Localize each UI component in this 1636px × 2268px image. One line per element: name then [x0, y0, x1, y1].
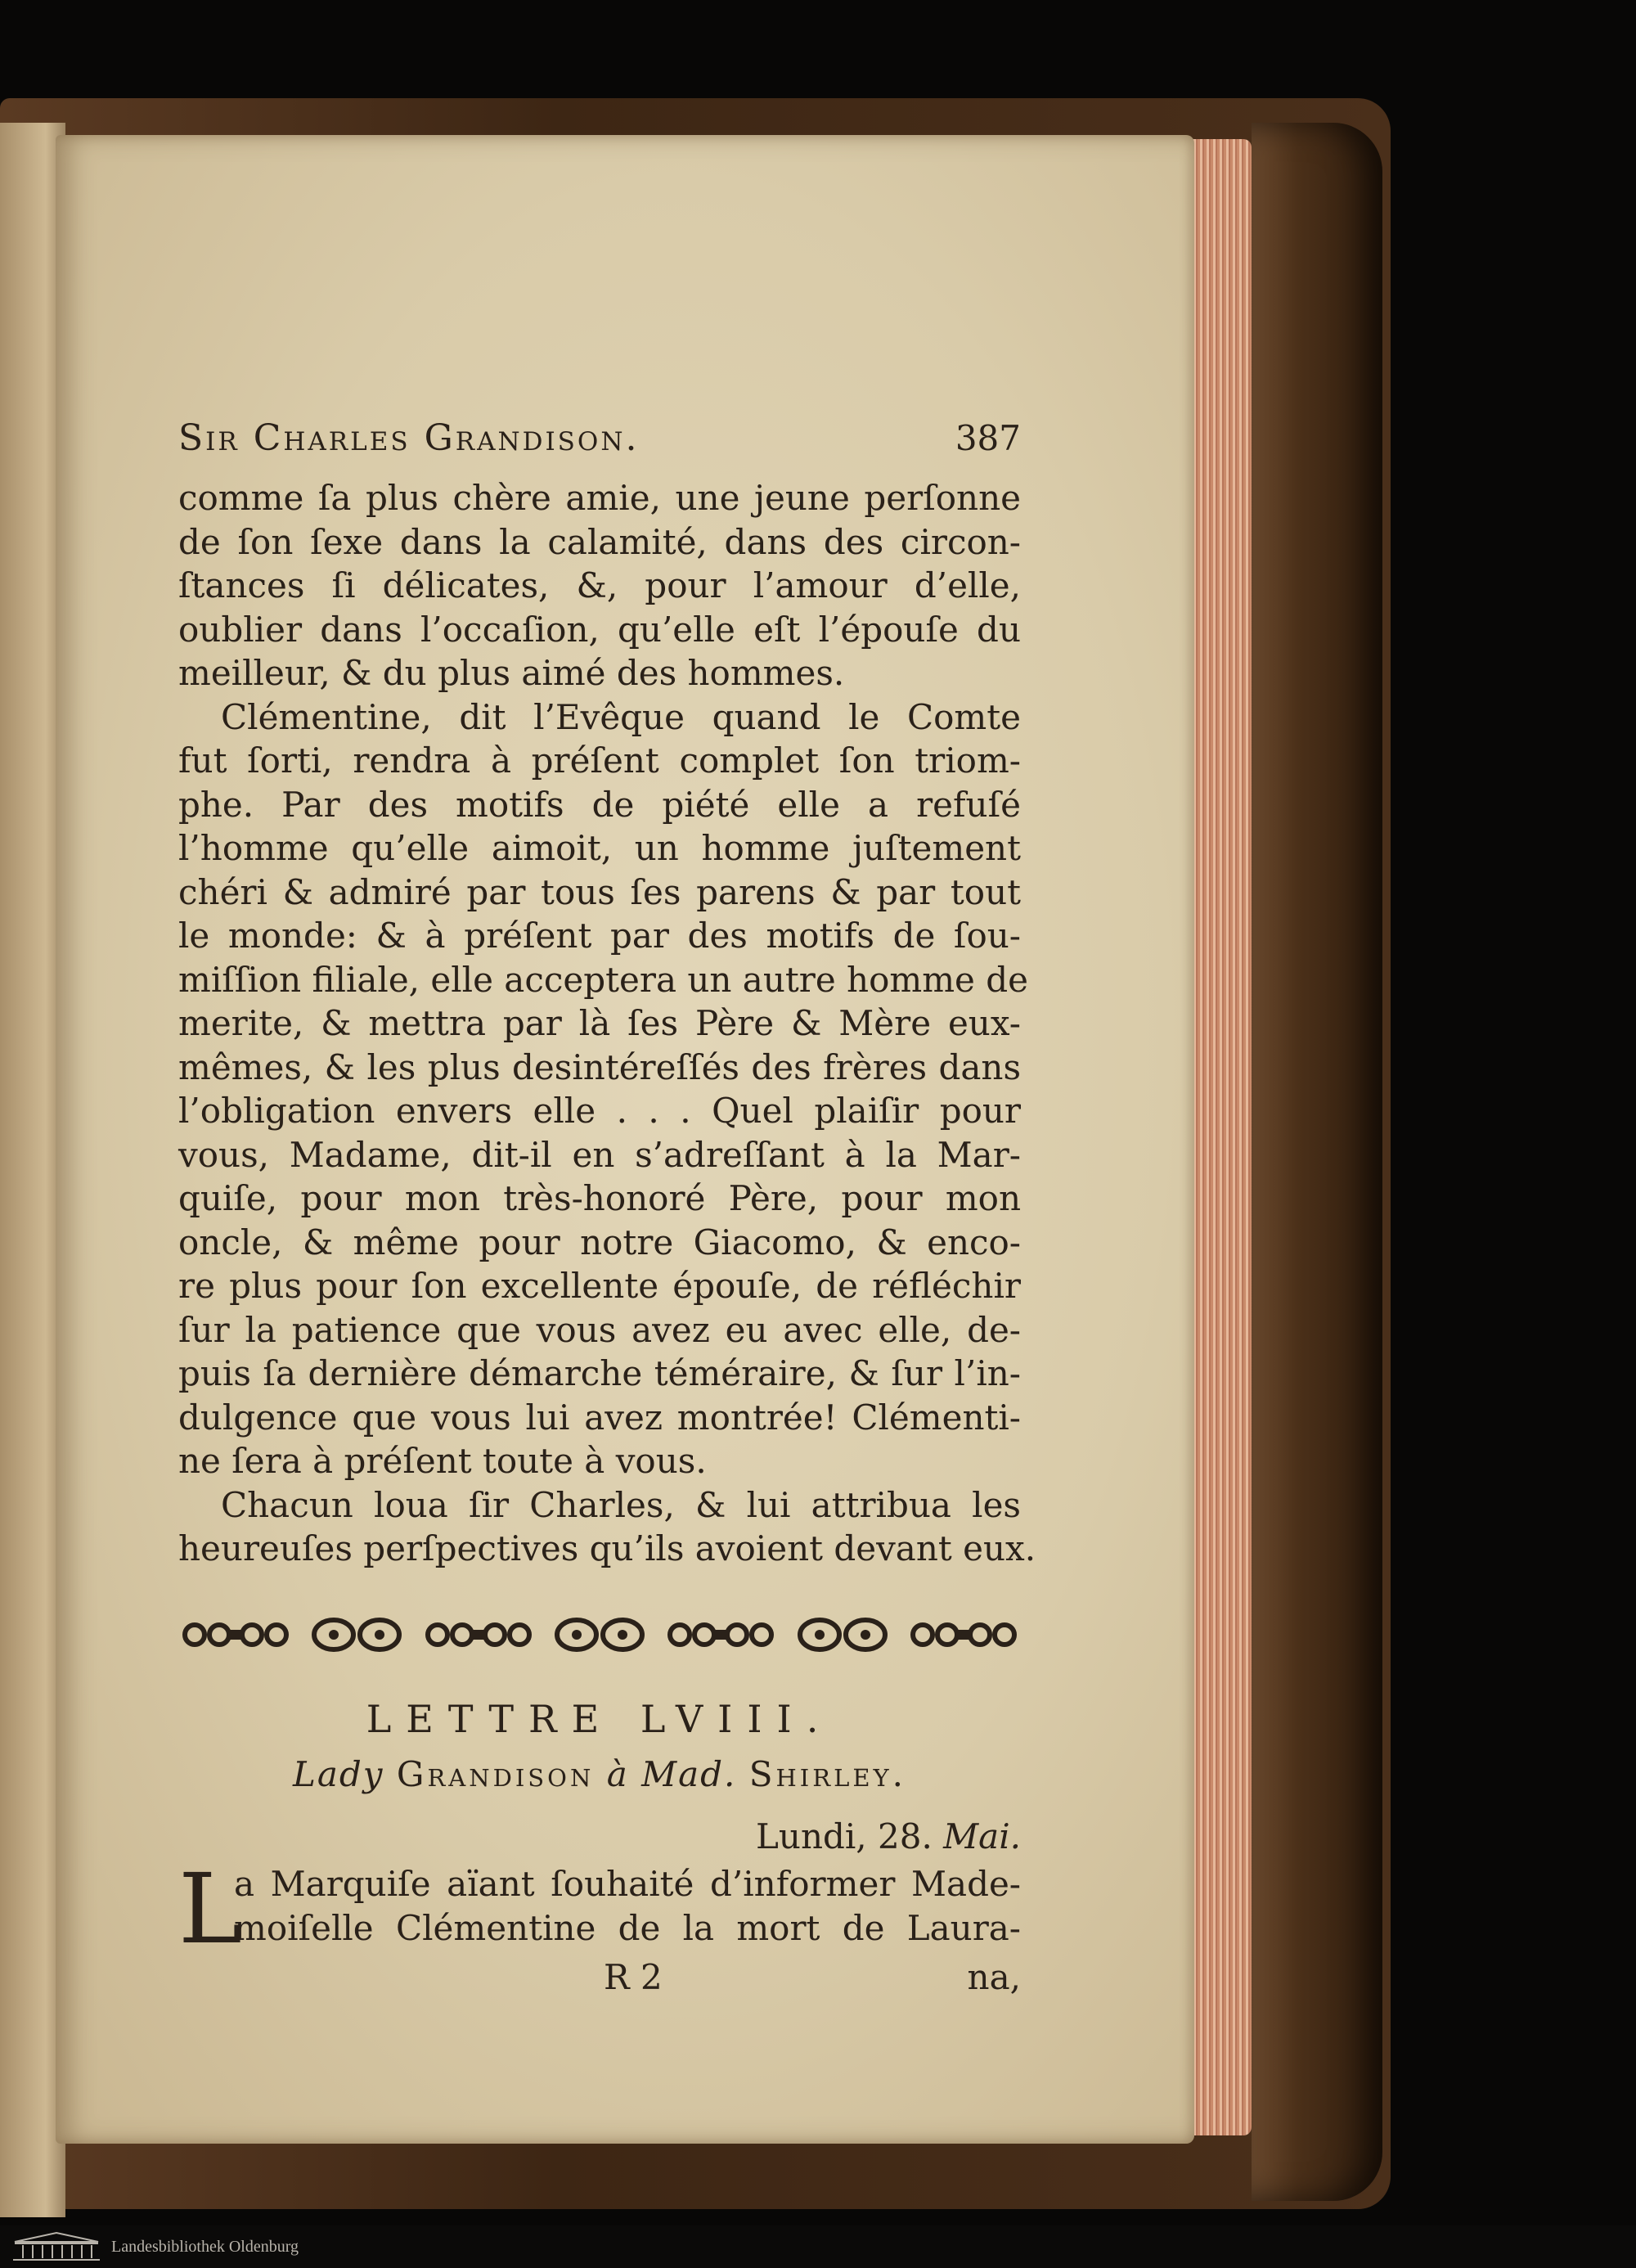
- heading-mad: Mad.: [641, 1753, 737, 1794]
- page-number: 387: [955, 418, 1021, 458]
- letter-title: LETTRE LVIII.: [366, 1696, 834, 1741]
- catchword: na,: [967, 1956, 1021, 1997]
- date-month: Mai.: [943, 1816, 1021, 1856]
- text-line: comme ſa plus chère amie, une jeune perſonne: [178, 478, 1021, 518]
- letter-heading: [178, 1754, 1021, 1805]
- library-label: Landesbibliothek Oldenburg: [111, 2237, 299, 2256]
- text-line: ne ſera à préſent toute à vous.: [178, 1441, 707, 1481]
- ornament-knot-icon: [793, 1610, 892, 1659]
- letter-date: [178, 1816, 1021, 1862]
- ornament-knot-icon: [551, 1610, 649, 1659]
- text-line: chéri & admiré par tous ſes parens & par tout: [178, 871, 1021, 912]
- text-line: Chacun loua ſir Charles, & lui attribua les: [221, 1484, 1021, 1525]
- text-line: a Marquiſe aïant ſouhaité d’informer Made-: [234, 1863, 1021, 1904]
- drop-cap: L: [178, 1852, 243, 1965]
- heading-shirley: Shirley.: [748, 1753, 907, 1794]
- text-line: mêmes, & les plus desintéreſſés des frères dans: [178, 1046, 1021, 1087]
- text-line: oublier dans l’occaſion, qu’elle eſt l’épouſe du: [178, 609, 1021, 650]
- header-title: Sir Charles Grandison.: [178, 417, 640, 459]
- page-footer-marks: [178, 1957, 1021, 2003]
- book-spine-right: [1252, 123, 1382, 2201]
- letter-opening: [178, 1852, 1021, 1965]
- text-line: oncle, & même pour notre Giacomo, & enco-: [178, 1222, 1021, 1262]
- text-line: dulgence que vous lui avez montrée! Clémenti-: [178, 1397, 1021, 1438]
- ornamental-divider: [178, 1605, 1021, 1664]
- ornament-scroll-icon: [178, 1610, 293, 1659]
- text-line: moiſelle Clémentine de la mort de Laura-: [234, 1907, 1021, 1948]
- date-day: Lundi, 28.: [756, 1816, 933, 1856]
- text-line: vous, Madame, dit-il en s’adreſſant à la Mar-: [178, 1134, 1021, 1175]
- text-line: le monde: & à préſent par des motifs de ſou-: [178, 916, 1021, 956]
- heading-a: à: [606, 1753, 629, 1794]
- running-header: [178, 417, 1021, 473]
- text-line: l’homme qu’elle aimoit, un homme juſtement: [178, 828, 1021, 868]
- ornament-scroll-icon: [421, 1610, 536, 1659]
- book-page: [56, 135, 1194, 2144]
- heading-grandison: Grandison: [396, 1753, 595, 1794]
- text-line: quiſe, pour mon très-honoré Père, pour mon: [178, 1178, 1021, 1218]
- text-line: heureuſes perſpectives qu’ils avoient devant eux.: [178, 1528, 1036, 1568]
- text-line: merite, & mettra par là ſes Père & Mère eux-: [178, 1003, 1021, 1043]
- text-line: phe. Par des motifs de piété elle a refuſé: [178, 784, 1021, 825]
- library-building-icon: [11, 2230, 101, 2263]
- library-footer-bar: [0, 2225, 1636, 2268]
- text-line: ſtances ſi délicates, &, pour l’amour d’elle,: [178, 565, 1021, 605]
- text-line: miſſion filiale, elle acceptera un autre homme de: [178, 959, 1028, 1000]
- text-line: ſur la patience que vous avez eu avec elle, de-: [178, 1309, 1021, 1350]
- page-text: [178, 417, 1036, 2003]
- signature-mark: R 2: [604, 1956, 663, 1997]
- text-line: puis ſa dernière démarche téméraire, & ſur l’in-: [178, 1353, 1021, 1393]
- heading-lady: Lady: [292, 1753, 384, 1794]
- ornament-knot-icon: [308, 1610, 406, 1659]
- text-line: l’obligation envers elle . . . Quel plaiſir pour: [178, 1091, 1021, 1131]
- ornament-scroll-icon: [663, 1610, 778, 1659]
- text-line: re plus pour ſon excellente épouſe, de réfléchir: [178, 1266, 1021, 1306]
- text-line: fut ſorti, rendra à préſent complet ſon triom-: [178, 740, 1021, 781]
- text-line: de ſon ſexe dans la calamité, dans des circon-: [178, 521, 1021, 562]
- text-line: Clémentine, dit l’Evêque quand le Comte: [221, 696, 1021, 737]
- ornament-scroll-icon: [906, 1610, 1021, 1659]
- text-line: meilleur, & du plus aimé des hommes.: [178, 653, 845, 693]
